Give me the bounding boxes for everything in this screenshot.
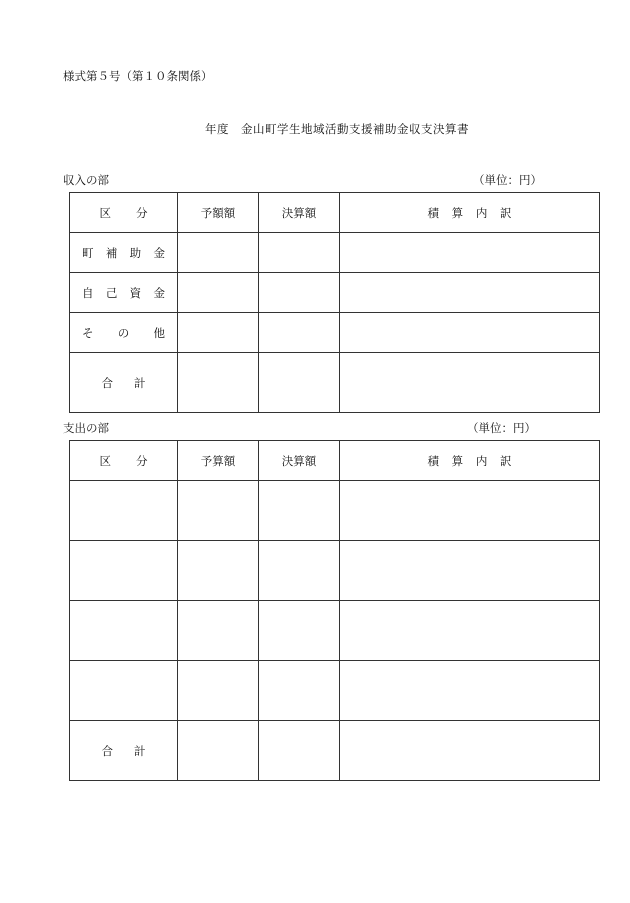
expense-total-label: 合 計 <box>70 721 178 781</box>
expense-category-cell[interactable] <box>70 481 178 541</box>
expense-category-cell[interactable] <box>70 661 178 721</box>
expense-header-row <box>70 441 600 481</box>
expense-budget-cell[interactable] <box>178 661 259 721</box>
form-number: 様式第５号（第１０条関係） <box>63 69 213 83</box>
expense-header-breakdown: 積 算 内 訳 <box>340 441 600 481</box>
income-budget-cell[interactable] <box>178 313 259 353</box>
income-total-breakdown-cell[interactable] <box>340 353 600 413</box>
expense-total-breakdown-cell[interactable] <box>340 721 600 781</box>
expense-budget-cell[interactable] <box>178 541 259 601</box>
income-total-label: 合 計 <box>70 353 178 413</box>
expense-section-label: 支出の部 <box>63 421 109 435</box>
income-table <box>69 192 600 413</box>
income-section-label: 収入の部 <box>63 173 109 187</box>
expense-settlement-cell[interactable] <box>259 661 340 721</box>
expense-total-budget-cell[interactable] <box>178 721 259 781</box>
income-header-row <box>70 193 600 233</box>
expense-row <box>70 661 600 721</box>
income-row-label: そ の 他 <box>70 313 178 353</box>
expense-row <box>70 601 600 661</box>
expense-unit-label: （単位：円） <box>467 421 536 435</box>
income-settlement-cell[interactable] <box>259 273 340 313</box>
expense-header-settlement: 決算額 <box>259 441 340 481</box>
expense-breakdown-cell[interactable] <box>340 481 600 541</box>
income-row-town-subsidy <box>70 233 600 273</box>
expense-header-budget: 予算額 <box>178 441 259 481</box>
income-header-breakdown: 積 算 内 訳 <box>340 193 600 233</box>
expense-category-cell[interactable] <box>70 541 178 601</box>
income-row-label: 町 補 助 金 <box>70 233 178 273</box>
income-total-settlement-cell[interactable] <box>259 353 340 413</box>
income-header-budget: 予額額 <box>178 193 259 233</box>
expense-budget-cell[interactable] <box>178 601 259 661</box>
expense-header-category: 区 分 <box>70 441 178 481</box>
income-settlement-cell[interactable] <box>259 233 340 273</box>
expense-budget-cell[interactable] <box>178 481 259 541</box>
expense-row <box>70 481 600 541</box>
income-header-settlement: 決算額 <box>259 193 340 233</box>
income-breakdown-cell[interactable] <box>340 273 600 313</box>
expense-breakdown-cell[interactable] <box>340 541 600 601</box>
expense-row <box>70 541 600 601</box>
income-budget-cell[interactable] <box>178 273 259 313</box>
income-row-own-funds <box>70 273 600 313</box>
expense-breakdown-cell[interactable] <box>340 661 600 721</box>
income-breakdown-cell[interactable] <box>340 313 600 353</box>
expense-total-row <box>70 721 600 781</box>
expense-category-cell[interactable] <box>70 601 178 661</box>
income-row-other <box>70 313 600 353</box>
expense-total-settlement-cell[interactable] <box>259 721 340 781</box>
expense-settlement-cell[interactable] <box>259 481 340 541</box>
document-title: 年度 金山町学生地域活動支援補助金収支決算書 <box>205 122 469 136</box>
expense-settlement-cell[interactable] <box>259 601 340 661</box>
income-total-row <box>70 353 600 413</box>
income-budget-cell[interactable] <box>178 233 259 273</box>
income-row-label: 自 己 資 金 <box>70 273 178 313</box>
expense-settlement-cell[interactable] <box>259 541 340 601</box>
expense-breakdown-cell[interactable] <box>340 601 600 661</box>
income-unit-label: （単位：円） <box>473 173 542 187</box>
income-total-budget-cell[interactable] <box>178 353 259 413</box>
income-settlement-cell[interactable] <box>259 313 340 353</box>
income-header-category: 区 分 <box>70 193 178 233</box>
income-breakdown-cell[interactable] <box>340 233 600 273</box>
expense-table <box>69 440 600 781</box>
